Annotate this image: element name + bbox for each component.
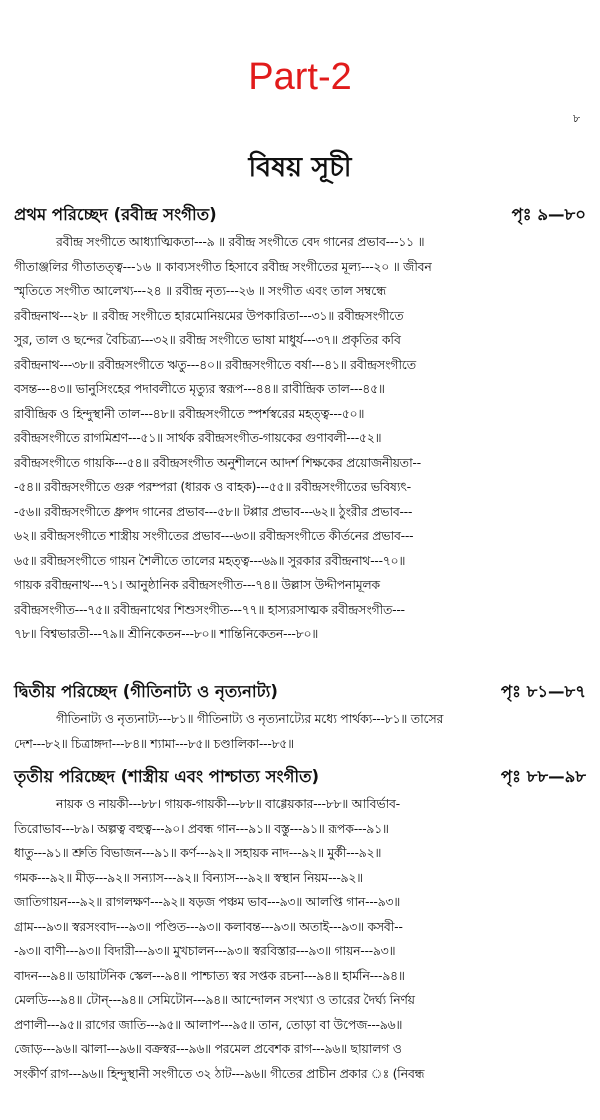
chapter-title: প্রথম পরিচ্ছেদ (রবীন্দ্র সংগীত) [14, 205, 217, 224]
toc-line: নায়ক ও নায়কী---৮৮। গায়ক-গায়কী---৮৮॥ বাগ্গেয়কার---৮৮॥ আবির্ভাব- [56, 796, 400, 811]
toc-line: গ্রাম---৯৩॥ স্বরসংবাদ---৯৩॥ পণ্ডিত---৯৩॥ কলাবন্ত---৯৩॥ অতাই---৯৩॥ কসবী-- [14, 918, 403, 934]
toc-line: -৫৪॥ রবীন্দ্রসংগীতে গুরু পরম্পরা (ধারক ও বাহক)---৫৫॥ রবীন্দ্রসংগীতের ভবিষ্যৎ- [14, 479, 411, 494]
chapter-heading [0, 677, 600, 707]
chapter-2 [0, 677, 600, 756]
toc-line: দেশ---৮২॥ চিত্রাঙ্গদা---৮৪॥ শ্যামা---৮৫॥ চণ্ডালিকা---৮৫॥ [14, 735, 294, 751]
toc-line: রাবীন্দ্রিক ও হিন্দুস্থানী তাল---৪৮॥ রবীন্দ্রসংগীতে স্পর্শস্বরের মহত্ত্ব---৫০॥ [14, 405, 365, 421]
toc-line: -৯৩॥ বাণী---৯৩॥ বিদারী---৯৩॥ মুখচালন---৯৩॥ স্বরবিস্তার---৯৩॥ গায়ন---৯৩॥ [14, 943, 396, 958]
toc-line: মেলডি---৯৪॥ টোন্---৯৪॥ সেমিটোন---৯৪॥ আন্দোলন সংখ্যা ও তারের দৈর্ঘ্য নির্ণয় [14, 992, 415, 1007]
chapter-contents [14, 707, 591, 756]
toc-line: জাতিগায়ন---৯২॥ রাগলক্ষণ---৯২॥ ষড়জ পঞ্চম ভাব---৯৩॥ আলপ্তি গান---৯৩॥ [14, 894, 401, 909]
toc-line: সুর, তাল ও ছন্দের বৈচিত্র্য---৩২॥ রবীন্দ্র সংগীতে ভাষা মাধুর্য---৩৭॥ প্রকৃতির কবি [14, 332, 401, 347]
chapter-contents [14, 792, 591, 1086]
toc-line: গীতাঞ্জলির গীতাতত্ত্ব---১৬ ॥ কাব্যসংগীত হিসাবে রবীন্দ্র সংগীতের মূল্য---২০ ॥ জীবন [14, 258, 432, 274]
toc-line: রবীন্দ্রসংগীতে রাগমিশ্রণ---৫১॥ সার্থক রবীন্দ্রসংগীত-গায়কের গুণাবলী---৫২॥ [14, 430, 382, 445]
toc-line: প্রণালী---৯৫॥ রাগের জাতি---৯৫॥ আলাপ---৯৫॥ তান, তোড়া বা উপেজ---৯৬॥ [14, 1016, 403, 1032]
toc-line: -৫৬॥ রবীন্দ্রসংগীতে ধ্রুপদ গানের প্রভাব---৫৮॥ টপ্পার প্রভাব---৬২॥ ঠুংরীর প্রভাব--- [14, 503, 413, 519]
chapter-heading [0, 200, 600, 230]
toc-line: রবীন্দ্রসংগীত---৭৫॥ রবীন্দ্রনাথের শিশুসংগীত---৭৭॥ হাস্যরসাত্মক রবীন্দ্রসংগীত--- [14, 601, 405, 617]
chapter-page-range: পৃঃ ৮১—৮৭ [500, 682, 586, 701]
toc-line: ৬৫॥ রবীন্দ্রসংগীতে গায়ন শৈলীতে তালের মহত্ত্ব---৬৯॥ সুরকার রবীন্দ্রনাথ---৭০॥ [14, 552, 406, 568]
toc-line: ধাতু---৯১॥ শ্রুতি বিভাজন---৯১॥ কর্ণ---৯২॥ সহায়ক নাদ---৯২॥ মুর্কী---৯২॥ [14, 845, 382, 860]
chapter-title: দ্বিতীয় পরিচ্ছেদ (গীতিনাট্য ও নৃত্যনাট্য) [14, 682, 278, 701]
page-mark: ৮ [573, 112, 581, 125]
toc-line: রবীন্দ্র সংগীতে আধ্যাত্মিকতা---৯ ॥ রবীন্দ্র সংগীতে বেদ গানের প্রভাব---১১ ॥ [56, 234, 425, 249]
toc-line: গায়ক রবীন্দ্রনাথ---৭১। আনুষ্ঠানিক রবীন্দ্রসংগীত---৭৪॥ উল্লাস উদ্দীপনামূলক [14, 577, 380, 592]
chapter-3 [0, 762, 600, 1086]
toc-line: স্মৃতিতে সংগীত আলেখ্য---২৪ ॥ রবীন্দ্র নৃত্য---২৬ ॥ সংগীত এবং তাল সম্বন্ধে [14, 283, 386, 298]
toc-line: বসন্ত---৪৩॥ ভানুসিংহের পদাবলীতে মৃত্যুর স্বরূপ---৪৪॥ রাবীন্দ্রিক তাল---৪৫॥ [14, 381, 385, 396]
chapter-page-range: পৃঃ ৮৮—৯৮ [500, 767, 586, 786]
toc-title: বিষয় সূচী [248, 152, 352, 183]
toc-line: জোড়---৯৬॥ ঝালা---৯৬॥ বক্রস্বর---৯৬॥ পরমেল প্রবেশক রাগ---৯৬॥ ছায়ালগ ও [14, 1041, 402, 1056]
toc-line: রবীন্দ্রনাথ---৩৮॥ রবীন্দ্রসংগীতে ঋতু---৪০॥ রবীন্দ্রসংগীতে বর্ষা---৪১॥ রবীন্দ্রসংগীতে [14, 356, 416, 372]
chapter-title: তৃতীয় পরিচ্ছেদ (শাস্ত্রীয় এবং পাশ্চাত্য সংগীত) [14, 767, 320, 786]
chapter-contents [14, 230, 591, 647]
toc-line: রবীন্দ্রসংগীতে গায়কি---৫৪॥ রবীন্দ্রসংগীত অনুশীলনে আদর্শ শিক্ষকের প্রয়োজনীয়তা-- [14, 454, 421, 470]
toc-line: ৬২॥ রবীন্দ্রসংগীতে শাস্ত্রীয় সংগীতের প্রভাব---৬৩॥ রবীন্দ্রসংগীতে কীর্তনের প্রভাব--- [14, 528, 414, 543]
toc-line: রবীন্দ্রনাথ---২৮ ॥ রবীন্দ্র সংগীতে হারমোনিয়মের উপকারিতা---৩১॥ রবীন্দ্রসংগীতে [14, 307, 404, 323]
toc-line: গীতিনাট্য ও নৃত্যনাট্য---৮১॥ গীতিনাট্য ও নৃত্যনাট্যের মধ্যে পার্থক্য---৮১॥ তাসের [56, 711, 444, 726]
part-label: Part-2 [248, 56, 352, 98]
chapter-heading [0, 762, 600, 792]
toc-line: ৭৮॥ বিশ্বভারতী---৭৯॥ শ্রীনিকেতন---৮০॥ শান্তিনিকেতন---৮০॥ [14, 626, 319, 641]
toc-line: সংকীর্ণ রাগ---৯৬॥ হিন্দুস্থানী সংগীতে ৩২ ঠাট---৯৬॥ গীতের প্রাচীন প্রকার ঃ (নিবন্ধ [14, 1065, 425, 1081]
toc-line: তিরোভাব---৮৯। অল্পত্ব বহুত্ব---৯০। প্রবন্ধ গান---৯১॥ বস্তু---৯১॥ রূপক---৯১॥ [14, 820, 389, 836]
chapter-page-range: পৃঃ ৯—৮০ [511, 205, 586, 224]
chapter-1 [0, 200, 600, 647]
toc-line: বাদন---৯৪॥ ডায়াটনিক স্কেল---৯৪॥ পাশ্চাত্য স্বর সপ্তক রচনা---৯৪॥ হার্মনি---৯৪॥ [14, 967, 405, 983]
toc-line: গমক---৯২॥ মীড়---৯২॥ সন্যাস---৯২॥ বিন্যাস---৯২॥ স্বস্থান নিয়ম---৯২॥ [14, 869, 363, 885]
